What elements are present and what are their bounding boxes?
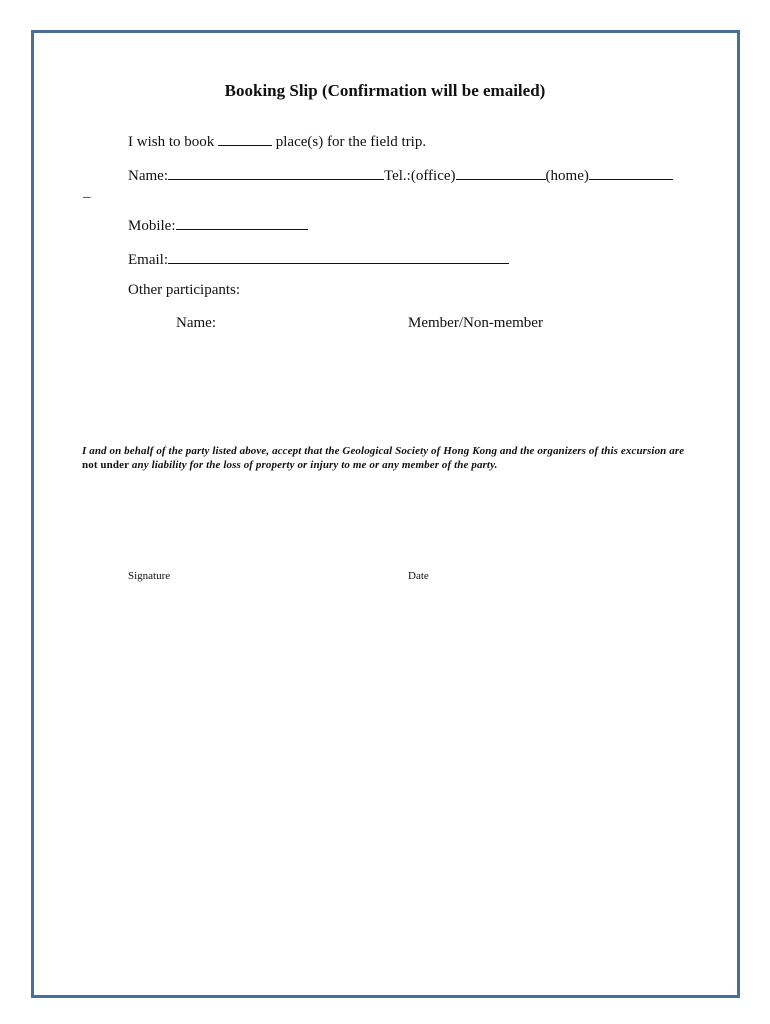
booking-prefix: I wish to book — [128, 134, 215, 150]
disclaimer-text-upright: not under — [82, 459, 130, 471]
name-field[interactable] — [168, 165, 384, 180]
booking-suffix: place(s) for the field trip. — [275, 134, 427, 150]
participant-name-column: Name: — [176, 315, 216, 331]
disclaimer-text-1: I and on behalf of the party listed above, accept that the Geological Society of Hong Kong and the organizers of this excursion are — [82, 445, 685, 457]
other-participants-heading: Other participants: — [128, 282, 241, 298]
places-blank-field[interactable] — [218, 131, 272, 146]
liability-disclaimer — [82, 444, 694, 472]
email-label: Email: — [128, 252, 168, 268]
date-label: Date — [408, 570, 429, 582]
tel-office-field[interactable] — [456, 165, 546, 180]
name-tel-line — [128, 165, 673, 185]
mobile-label: Mobile: — [128, 218, 176, 234]
mobile-line — [128, 215, 308, 235]
name-label: Name: — [128, 168, 168, 184]
tel-home-field[interactable] — [589, 165, 673, 180]
disclaimer-text-2: any liability for the loss of property or injury to me or any member of the party. — [131, 459, 498, 471]
signature-label: Signature — [128, 570, 171, 582]
mobile-field[interactable] — [176, 215, 308, 230]
booking-line — [128, 131, 426, 151]
wrap-underscore: _ — [83, 184, 91, 200]
tel-office-label: Tel.:(office) — [383, 168, 456, 184]
email-field[interactable] — [168, 249, 509, 264]
participant-member-column: Member/Non-member — [408, 315, 543, 331]
tel-home-label: (home) — [545, 168, 589, 184]
email-line — [128, 249, 509, 269]
page-title: Booking Slip (Confirmation will be emailed) — [224, 81, 546, 100]
